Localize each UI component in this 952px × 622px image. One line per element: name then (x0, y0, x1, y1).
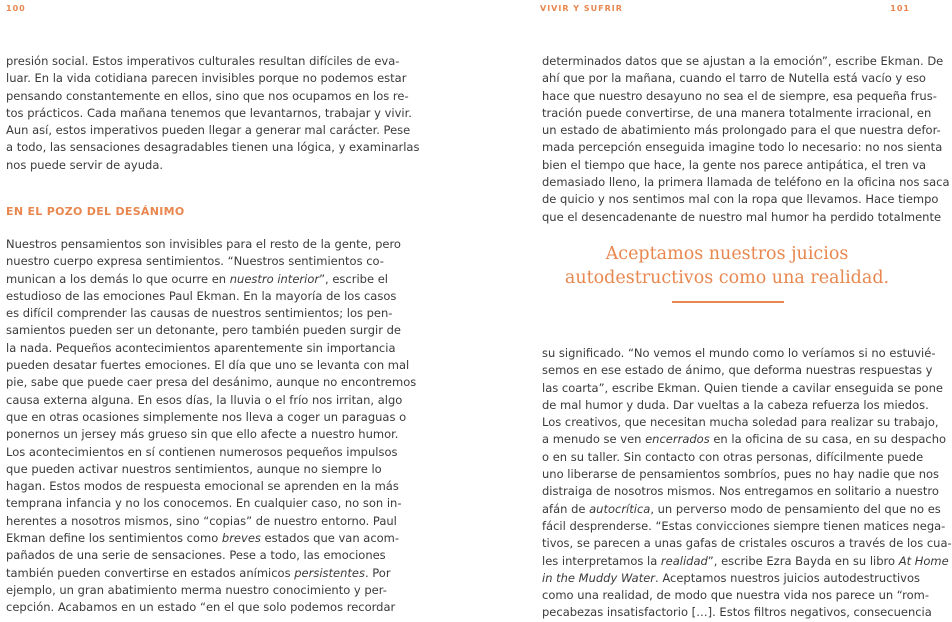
text-line (542, 501, 952, 518)
text-line: autodestructivos como una realidad. (564, 268, 890, 288)
text-run: ”, escribe el (319, 271, 388, 286)
text-run: munican a los demás lo que ocurre en (6, 271, 230, 286)
text-line: luar. En la vida cotidiana parecen invisibles porque no podemos estar (6, 71, 407, 86)
text-run: fácil desprenderse. “Estas convicciones siempre tienen matices nega- (542, 518, 946, 533)
text-line (542, 414, 952, 431)
text-run: demasiado lleno, la primera llamada de teléfono en la oficina nos saca (542, 175, 950, 190)
text-line: Aun así, estos imperativos pueden llegar a generar mal carácter. Pese (6, 123, 411, 138)
text-run: la nada. Pequeños acontecimientos aparentemente sin importancia (6, 340, 396, 355)
text-run: tivos, se parecen a unas gafas de cristales oscuros a través de los cua- (542, 536, 952, 551)
text-line (6, 495, 416, 512)
text-line (6, 530, 416, 547)
text-run: pañados de una serie de sensaciones. Pese a todo, las emociones (6, 548, 386, 563)
section-heading: EN EL POZO DEL DESÁNIMO (6, 205, 185, 218)
text-run: distraiga de nosotros mismos. Nos entregamos en solitario a nuestro (542, 484, 939, 499)
text-run: semos en ese estado de ánimo, que deforma nuestras respuestas y (542, 363, 933, 378)
right-page (458, 0, 952, 620)
text-line (542, 587, 952, 604)
text-line (6, 461, 416, 478)
text-run: ejemplo, un gran abatimiento merma nuestro conocimiento y per- (6, 582, 387, 597)
text-line (6, 340, 416, 357)
text-line (6, 565, 416, 582)
text-run: ”, escribe Ezra Bayda en su libro (707, 553, 899, 568)
text-run: su significado. “No vemos el mundo como lo veríamos si no estuvié- (542, 346, 936, 360)
text-run: que el desencadenante de nuestro mal humor ha perdido totalmente (542, 209, 942, 224)
page-number-left: 100 (6, 4, 26, 13)
text-line (542, 174, 950, 191)
text-run: ponernos un jersey más grueso sin que ello afecte a nuestro humor. (6, 427, 399, 442)
text-line (542, 105, 950, 122)
text-run: uno liberarse de pensamientos sombríos, pues no hay nadie que nos (542, 467, 940, 482)
italic-text: in the Muddy Water (542, 570, 656, 585)
text-run: temprana infancia y no los conocemos. En cualquier caso, no son in- (6, 496, 402, 511)
text-run: cepción. Acabamos en un estado “en el que solo podemos recordar (6, 600, 396, 615)
text-line (542, 209, 950, 226)
text-run: . Aceptamos nuestros juicios autodestructivos (655, 570, 920, 585)
text-line (542, 570, 952, 587)
text-line (542, 362, 952, 379)
text-run: Los creativos, que necesitan mucha soledad para realizar su trabajo, (542, 415, 939, 430)
text-line: a todo, las sensaciones desagradables tienen una lógica, y examinarlas (6, 140, 420, 155)
text-line (542, 70, 950, 87)
paragraph-continuation (542, 53, 950, 226)
text-line (6, 599, 416, 616)
text-line (542, 535, 952, 552)
text-run: causa externa alguna. En esos días, la lluvia o el frío nos irritan, algo (6, 392, 403, 407)
text-line (6, 392, 416, 409)
text-line (542, 157, 950, 174)
page-number-right: 101 (890, 4, 910, 13)
text-line (542, 518, 952, 535)
text-run: Los acontecimientos en sí contienen numerosos pequeños impulsos (6, 444, 398, 459)
text-run: nuestro cuerpo expresa sentimientos. “Nuestros sentimientos co- (6, 254, 384, 269)
left-page (0, 0, 458, 615)
pull-quote (542, 242, 912, 290)
text-run: hace que nuestro desayuno no sea el de siempre, esa pequeña frus- (542, 88, 937, 103)
italic-text: At Home (898, 553, 949, 568)
italic-text: persistentes (294, 565, 365, 580)
text-run: es difícil comprender las causas de nuestros sentimientos; los pen- (6, 306, 393, 321)
text-run: de mal humor y duda. Dar vueltas a la cabeza refuerza los miedos. (542, 397, 929, 412)
text-run: estudioso de las emociones Paul Ekman. En la mayoría de los casos (6, 288, 397, 303)
text-line (542, 345, 952, 362)
text-line (6, 426, 416, 443)
text-line (542, 53, 950, 70)
text-line (542, 122, 950, 139)
running-head: VIVIR Y SUFRIR (540, 4, 623, 13)
text-line (542, 449, 952, 466)
text-line (6, 444, 416, 461)
text-line (6, 357, 416, 374)
text-run: mada percepción enseguida imagine todo lo necesario: no nos sienta (542, 140, 943, 155)
text-run: les interpretamos la (542, 553, 661, 568)
text-run: samientos pueden ser un detonante, pero también pueden surgir de (6, 323, 401, 338)
text-line (542, 139, 950, 156)
text-run: herentes a nosotros mismos, sino “copias” de nuestro entorno. Paul (6, 513, 397, 528)
text-line (542, 604, 952, 621)
text-run: a menudo se ven (542, 432, 646, 447)
text-run: un estado de abatimiento más prolongado para el que nuestra defor- (542, 123, 941, 138)
text-run: afán de (542, 501, 590, 516)
text-run: como una realidad, de modo que nuestra vida nos parece un “rom- (542, 588, 929, 603)
text-run: . Por (364, 565, 391, 580)
text-run: , un perverso modo de pensamiento del que no es (650, 501, 941, 516)
text-line (6, 478, 416, 495)
text-line (542, 88, 950, 105)
text-line: Aceptamos nuestros juicios (605, 244, 849, 264)
text-run: Ekman define los sentimientos como (6, 531, 222, 546)
italic-text: encerrados (645, 432, 710, 447)
text-run: que en otras ocasiones simplemente nos lleva a coger un paraguas o (6, 409, 407, 424)
italic-text: breves (221, 531, 261, 546)
text-run: que pueden activar nuestros sentimientos, aunque no siempre lo (6, 461, 382, 476)
text-line (6, 582, 416, 599)
text-line (542, 466, 952, 483)
text-run: ahí que por la mañana, cuando el tarro de Nutella está vacío y eso (542, 71, 926, 86)
text-run: hagan. Estos modos de respuesta emocional se aprenden en la más (6, 479, 399, 494)
italic-text: autocrítica (589, 501, 651, 516)
text-run: pecabezas insatisfactorio […]. Estos filtros negativos, consecuencia (542, 605, 932, 620)
italic-text: realidad (660, 553, 708, 568)
text-run: bien el tiempo que hace, la gente nos parece antipática, el tren va (542, 157, 927, 172)
text-run: las coarta”, escribe Ekman. Quien tiende a cavilar enseguida se pone (542, 380, 943, 395)
text-line (542, 553, 952, 570)
text-line (6, 547, 416, 564)
text-run: pueden desatar fuertes emociones. El día que uno se levanta con mal (6, 358, 410, 373)
text-run: Nuestros pensamientos son invisibles para el resto de la gente, pero (6, 237, 401, 251)
paragraph-ekman (6, 236, 416, 617)
text-line (542, 397, 952, 414)
text-line: nos puede servir de ayuda. (6, 157, 164, 172)
text-run: determinados datos que se ajustan a la emoción”, escribe Ekman. De (542, 54, 944, 68)
text-line (6, 271, 416, 288)
text-run: de quicio y nos sentimos mal con la ropa que llevamos. Hace tiempo (542, 192, 939, 207)
text-line (542, 431, 952, 448)
text-line (6, 253, 416, 270)
text-run: también pueden convertirse en estados anímicos (6, 565, 295, 580)
text-line: tos prácticos. Cada mañana tenemos que levantarnos, trabajar y vivir. (6, 105, 412, 120)
text-line: pensando constantemente en ellos, sino que nos ocupamos en los re- (6, 88, 409, 103)
text-line (6, 322, 416, 339)
text-line: presión social. Estos imperativos culturales resultan difíciles de eva- (6, 54, 400, 68)
text-run: o en su taller. Sin contacto con otras personas, difícilmente puede (542, 449, 924, 464)
text-run: pie, sabe que puede caer presa del desánimo, aunque no encontremos (6, 375, 417, 390)
pull-quote-rule (672, 301, 784, 303)
text-line (542, 191, 950, 208)
text-run: tración puede convertirse, de una manera totalmente irracional, en (542, 105, 932, 120)
text-line (542, 483, 952, 500)
text-line (6, 409, 416, 426)
text-line (6, 236, 416, 253)
text-line (542, 380, 952, 397)
text-line (6, 374, 416, 391)
text-line (6, 288, 416, 305)
text-run: en la oficina de su casa, en su despacho (709, 432, 947, 447)
paragraph-significado (542, 345, 952, 622)
italic-text: nuestro interior (229, 271, 320, 286)
paragraph-intro (6, 53, 419, 174)
text-line (6, 305, 416, 322)
text-run: estados que van acom- (260, 531, 400, 546)
text-line (6, 513, 416, 530)
